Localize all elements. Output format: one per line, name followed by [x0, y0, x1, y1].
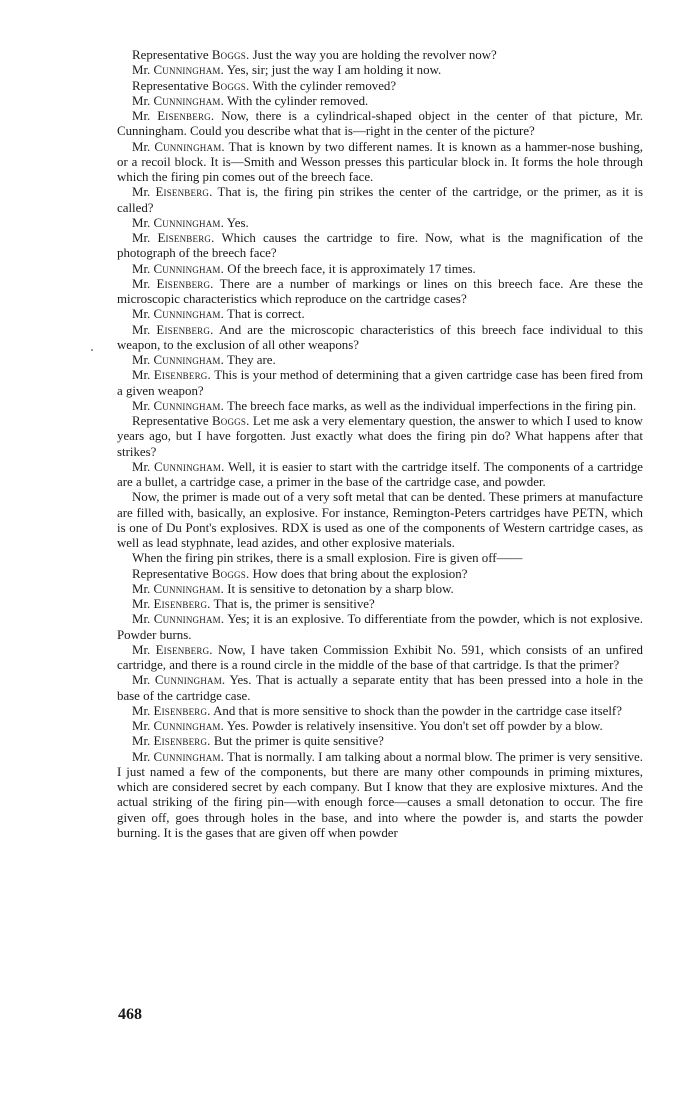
- speaker-title: Representative: [132, 48, 209, 62]
- speaker-name: Eisenberg.: [153, 597, 211, 611]
- paragraph-text: Just the way you are holding the revolver now?: [252, 48, 497, 62]
- paragraph-text: But the primer is quite sensitive?: [213, 734, 384, 749]
- speaker-title: Mr.: [132, 673, 151, 688]
- speaker-title: Mr.: [132, 612, 151, 627]
- testimony-paragraph: [117, 277, 643, 308]
- paragraph-text: That is correct.: [227, 307, 305, 322]
- speaker-name: Cunningham.: [153, 398, 225, 413]
- speaker-name: Cunningham.: [153, 63, 225, 78]
- speaker-name: Cunningham.: [154, 139, 225, 154]
- speaker-name: Eisenberg.: [153, 734, 211, 749]
- testimony-paragraph: [117, 399, 643, 414]
- speaker-title: Mr.: [132, 63, 151, 78]
- testimony-paragraph: [117, 567, 643, 582]
- paragraph-text: And that is more sensitive to shock than the powder in the cartridge case itself?: [213, 703, 622, 718]
- testimony-text: [117, 48, 643, 841]
- speaker-title: Mr.: [132, 734, 151, 749]
- paragraph-text: They are.: [227, 353, 276, 367]
- paragraph-text: Well, it is easier to start with the cartridge itself. The components of a cartridge are a bullet, a cartridge case, a primer in the base of the cartridge case, and powder.: [117, 459, 643, 489]
- paragraph-text: When the firing pin strikes, there is a small explosion. Fire is given off——: [132, 551, 523, 566]
- testimony-paragraph: [117, 719, 643, 734]
- testimony-paragraph: [117, 704, 643, 719]
- speaker-title: Mr.: [132, 749, 151, 764]
- speaker-title: Mr.: [132, 231, 151, 245]
- paragraph-text: That is, the primer is sensitive?: [213, 597, 375, 611]
- speaker-name: Eisenberg.: [156, 276, 214, 291]
- speaker-name: Boggs.: [211, 78, 250, 93]
- speaker-title: Mr.: [132, 398, 151, 413]
- speaker-title: Mr.: [132, 307, 151, 322]
- testimony-paragraph: [117, 612, 643, 643]
- speaker-title: Mr.: [132, 353, 151, 367]
- speaker-name: Eisenberg.: [153, 703, 211, 718]
- speaker-name: Cunningham.: [153, 215, 225, 230]
- speaker-name: Eisenberg.: [157, 109, 215, 123]
- speaker-title: Mr.: [132, 261, 151, 276]
- speaker-name: Eisenberg.: [155, 642, 213, 657]
- speaker-title: Mr.: [132, 93, 151, 108]
- margin-speck: [91, 349, 93, 351]
- speaker-name: Cunningham.: [153, 581, 225, 596]
- speaker-name: Cunningham.: [153, 459, 225, 474]
- speaker-name: Cunningham.: [153, 307, 225, 322]
- speaker-title: Representative: [132, 414, 209, 428]
- speaker-name: Boggs.: [211, 414, 250, 428]
- speaker-title: Mr.: [132, 581, 151, 596]
- testimony-paragraph: [117, 673, 643, 704]
- speaker-title: Representative: [132, 78, 209, 93]
- speaker-title: Mr.: [132, 185, 151, 200]
- speaker-name: Eisenberg.: [153, 368, 211, 383]
- speaker-title: Representative: [132, 566, 209, 581]
- paragraph-text: Which causes the cartridge to fire. Now, what is the magnification of the photograph of the breech face?: [117, 231, 644, 261]
- testimony-paragraph: [117, 368, 643, 399]
- speaker-name: Cunningham.: [153, 612, 225, 627]
- paragraph-text: Yes.: [226, 215, 249, 230]
- speaker-title: Mr.: [132, 139, 151, 154]
- speaker-name: Boggs.: [211, 566, 250, 581]
- paragraph-text: Let me ask a very elementary question, the answer to which I used to know years ago, but I have forgotten. Just exactly what does the firing pin do? What happens after that strikes?: [117, 414, 643, 459]
- testimony-paragraph: [117, 63, 643, 78]
- testimony-paragraph: [117, 94, 643, 109]
- paragraph-text: Of the breech face, it is approximately 17 times.: [227, 261, 476, 276]
- paragraph-text: It is sensitive to detonation by a sharp blow.: [227, 581, 454, 596]
- speaker-name: Cunningham.: [153, 353, 225, 367]
- speaker-name: Eisenberg.: [157, 231, 215, 245]
- testimony-paragraph: [117, 109, 643, 140]
- speaker-name: Cunningham.: [154, 673, 226, 688]
- speaker-name: Boggs.: [211, 48, 250, 62]
- testimony-paragraph: [117, 414, 643, 460]
- testimony-paragraph: [117, 643, 643, 674]
- testimony-paragraph: [117, 307, 643, 322]
- testimony-paragraph: [117, 490, 643, 551]
- testimony-paragraph: [117, 597, 643, 612]
- speaker-title: Mr.: [132, 703, 151, 718]
- testimony-paragraph: [117, 551, 643, 566]
- speaker-title: Mr.: [132, 276, 151, 291]
- paragraph-text: Now, I have taken Commission Exhibit No. 591, which consists of an unfired cartridge, and there is a round circle in the middle of the base of that cartridge. Is that the primer?: [117, 642, 643, 672]
- speaker-title: Mr.: [132, 597, 151, 611]
- paragraph-text: The breech face marks, as well as the individual imperfections in the firing pin.: [227, 398, 637, 413]
- paragraph-text: That is normally. I am talking about a normal blow. The primer is very sensitive. I just named a few of the components, but there are many other compounds in priming mixtures, which are considered secret by each company. But I know that they are explosive mixtures. And the actual striking of the firing pin—with enough force—causes a small detonation to occur. The fire given off, goes through holes in the base, and into where the powder is, and starts the powder burning. It is the gases that are given off when powder: [117, 749, 643, 840]
- testimony-paragraph: [117, 734, 643, 749]
- paragraph-text: There are a number of markings or lines on this breech face. Are these the microscopic characteristics which reproduce on the cartridge cases?: [117, 276, 643, 306]
- speaker-name: Cunningham.: [153, 93, 225, 108]
- testimony-paragraph: [117, 140, 643, 186]
- paragraph-text: That is, the firing pin strikes the center of the cartridge, or the primer, as it is called?: [117, 185, 643, 215]
- testimony-paragraph: [117, 48, 643, 63]
- speaker-title: Mr.: [132, 109, 151, 123]
- page-number: 468: [118, 1006, 142, 1023]
- speaker-name: Cunningham.: [153, 749, 225, 764]
- testimony-paragraph: [117, 460, 643, 491]
- speaker-name: Cunningham.: [153, 719, 225, 733]
- speaker-name: Cunningham.: [153, 261, 225, 276]
- speaker-title: Mr.: [132, 642, 151, 657]
- speaker-title: Mr.: [132, 322, 151, 337]
- speaker-name: Eisenberg.: [156, 322, 214, 337]
- paragraph-text: Yes, sir; just the way I am holding it now.: [226, 63, 442, 78]
- paragraph-text: With the cylinder removed?: [252, 78, 397, 93]
- testimony-paragraph: [117, 750, 643, 842]
- testimony-paragraph: [117, 185, 643, 216]
- paragraph-text: How does that bring about the explosion?: [252, 566, 468, 581]
- paragraph-text: Now, there is a cylindrical-shaped object in the center of that picture, Mr. Cunningham. Could you describe what that is—right in the center of the picture?: [117, 109, 643, 139]
- testimony-paragraph: [117, 262, 643, 277]
- testimony-paragraph: [117, 216, 643, 231]
- paragraph-text: With the cylinder removed.: [227, 93, 369, 108]
- testimony-paragraph: [117, 353, 643, 368]
- paragraph-text: This is your method of determining that a given cartridge case has been fired from a given weapon?: [117, 368, 643, 398]
- speaker-title: Mr.: [132, 719, 151, 733]
- paragraph-text: Yes. That is actually a separate entity that has been pressed into a hole in the base of the cartridge case.: [117, 673, 643, 703]
- paragraph-text: Yes; it is an explosive. To differentiate from the powder, which is not explosive. Powder burns.: [117, 612, 643, 642]
- paragraph-text: Yes. Powder is relatively insensitive. You don't set off powder by a blow.: [226, 719, 603, 733]
- testimony-paragraph: [117, 231, 643, 262]
- testimony-paragraph: [117, 582, 643, 597]
- speaker-title: Mr.: [132, 459, 151, 474]
- paragraph-text: That is known by two different names. It is known as a hammer-nose bushing, or a recoil block. It is—Smith and Wesson presses this particular block in. It forms the hole through which the firing pin comes out of the breech face.: [117, 139, 643, 184]
- speaker-title: Mr.: [132, 215, 151, 230]
- testimony-paragraph: [117, 323, 643, 354]
- paragraph-text: Now, the primer is made out of a very soft metal that can be dented. These primers at manufacture are filled with, basically, an explosive. For instance, Remington-Peters cartridges have PETN, which is one of Du Pont's explosives. RDX is used as one of the components of Western cartridge cases, as well as lead styphnate, lead azides, and other explosive materials.: [117, 490, 643, 550]
- speaker-name: Eisenberg.: [155, 185, 213, 200]
- speaker-title: Mr.: [132, 368, 151, 383]
- testimony-paragraph: [117, 79, 643, 94]
- paragraph-text: And are the microscopic characteristics of this breech face individual to this weapon, to the exclusion of all other weapons?: [117, 322, 643, 352]
